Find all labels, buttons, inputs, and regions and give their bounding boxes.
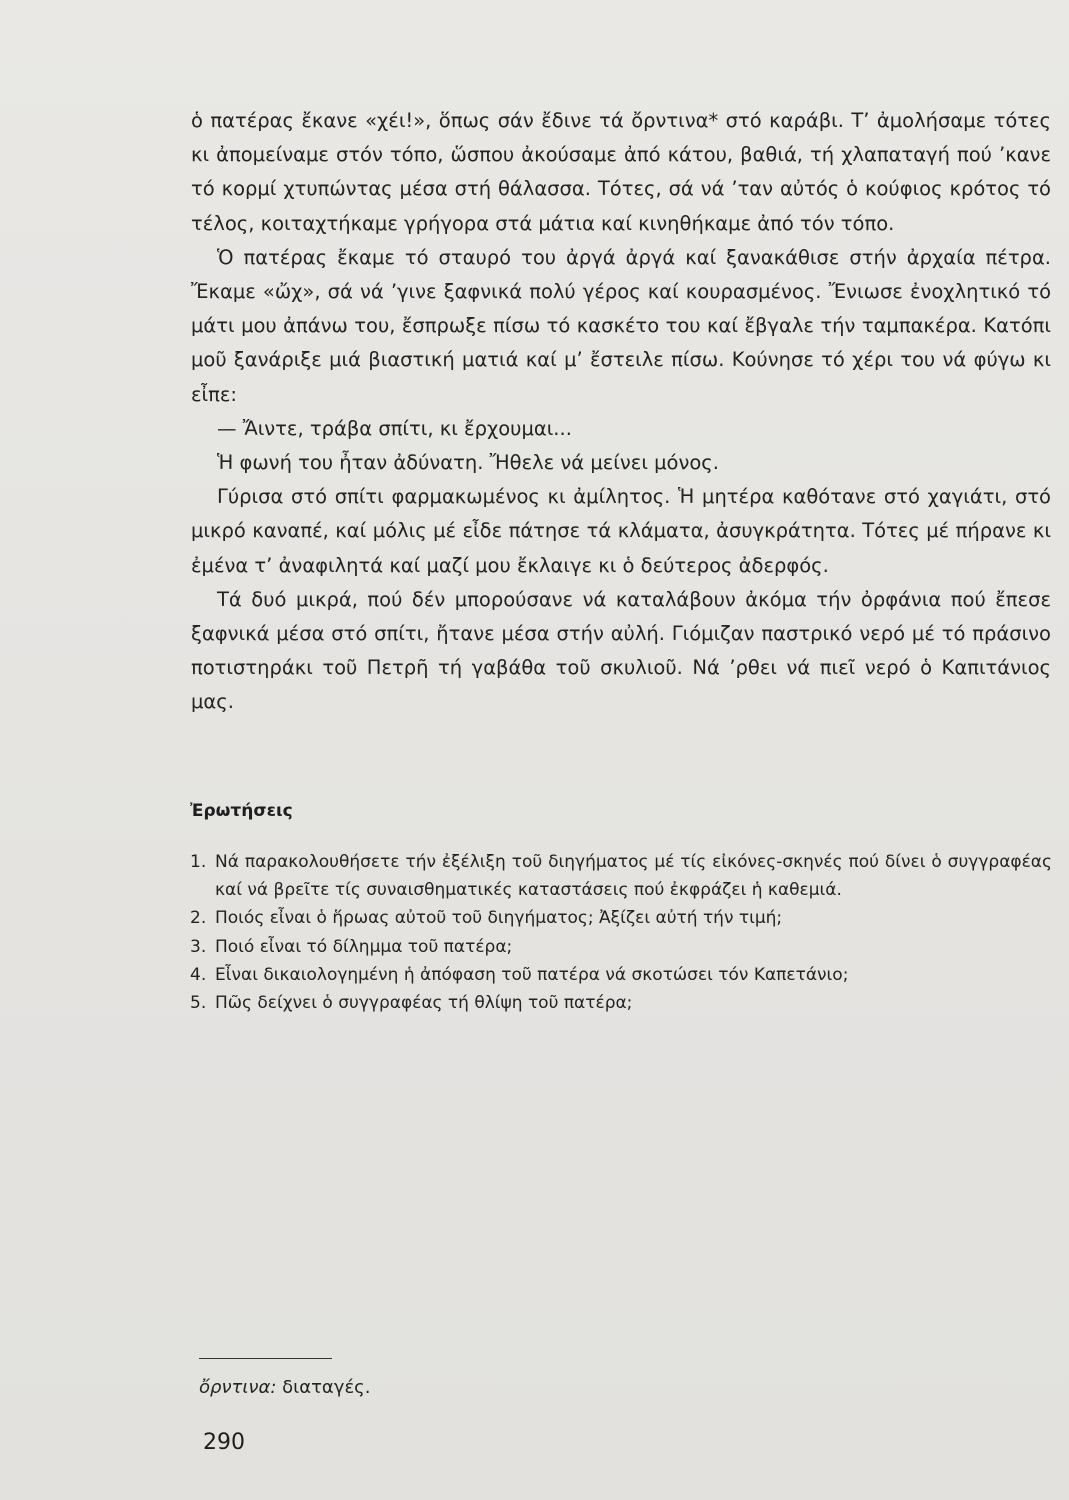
question-text: Ποιό εἶναι τό δίλημμα τοῦ πατέρα; [215,936,513,957]
question-item [190,904,1052,932]
question-item [190,848,1052,904]
questions-list [190,848,1052,1017]
question-number: 2. [190,908,207,929]
question-number: 1. [190,852,207,872]
question-text: Ποιός εἶναι ὁ ἥρωας αὐτοῦ τοῦ διηγήματος; Ἀξίζει αὐτή τήν τιμή; [215,908,783,929]
question-text: Εἶναι δικαιολογημένη ἡ ἀπόφαση τοῦ πατέρα νά σκοτώσει τόν Καπετάνιο; [215,964,849,985]
paragraph-6: Τά δυό μικρά, πού δέν μπορούσανε νά καταλάβουν ἀκόμα τήν ὀρφάνια πού ἔπεσε ξαφνικά μέσα στό σπίτι, ἤτανε μέσα στήν αὐλή. Γιόμιζαν παστρικό νερό μέ τό πράσινο ποτιστηράκι τοῦ Πετρῆ τή γαβάθα τοῦ σκυλιοῦ. Νά ’ρθει νά πιεῖ νερό ὁ Καπιτάνιος μας. [191,587,1051,714]
questions-heading: Ἐρωτήσεις [190,801,293,821]
question-item [190,933,1052,961]
paragraph-3-dialogue: — Ἄιντε, τράβα σπίτι, κι ἔρχουμαι... [217,416,572,440]
question-number: 5. [190,993,207,1014]
question-item [190,989,1052,1017]
question-text: Νά παρακολουθήσετε τήν ἐξέλιξη τοῦ διηγήματος μέ τίς εἰκόνες-σκηνές πού δίνει ὁ συγγραφέας καί νά βρεῖτε τίς συναισθηματικές καταστάσεις πού ἐκφράζει ἡ καθεμιά. [215,852,1052,901]
footnote-definition: διαταγές. [276,1377,371,1398]
question-number: 4. [190,964,207,985]
paragraph-5: Γύρισα στό σπίτι φαρμακωμένος κι ἀμίλητος. Ἡ μητέρα καθότανε στό χαγιάτι, στό μικρό καναπέ, καί μόλις μέ εἶδε πάτησε τά κλάματα, ἀσυγκράτητα. Τότες μέ πήρανε κι ἐμένα τ’ ἀναφιλητά καί μαζί μου ἔκλαιγε κι ὁ δεύτερος ἀδερφός. [191,485,1051,577]
page-number: 290 [203,1430,245,1455]
question-text: Πῶς δείχνει ὁ συγγραφέας τή θλίψη τοῦ πατέρα; [215,993,633,1014]
question-item [190,961,1052,989]
story-text [191,104,1051,720]
paragraph-4: Ἡ φωνή του ἦταν ἀδύνατη. Ἤθελε νά μείνει μόνος. [217,451,719,475]
paragraph-2: Ὁ πατέρας ἔκαμε τό σταυρό του ἀργά ἀργά καί ξανακάθισε στήν ἀρχαία πέτρα. Ἔκαμε «ὤχ», σά νά ’γινε ξαφνικά πολύ γέρος καί κουρασμένος. Ἔνιωσε ἐνοχλητικό τό μάτι μου ἀπάνω του, ἔσπρωξε πίσω τό κασκέτο του καί ἔβγαλε τήν ταμπακέρα. Κατόπι μοῦ ξανάριξε μιά βιαστική ματιά καί μ’ ἔστειλε πίσω. Κούνησε τό χέρι του νά φύγω κι εἶπε: [191,245,1051,406]
paragraph-1: ὁ πατέρας ἔκανε «χέι!», ὅπως σάν ἔδινε τά ὄρντινα* στό καράβι. Τ’ ἀμολήσαμε τότες κι ἀπομείναμε στόν τόπο, ὥσπου ἀκούσαμε ἀπό κάτου, βαθιά, τή χλαπαταγή πού ’κανε τό κορμί χτυπώντας μέσα στή θάλασσα. Τότες, σά νά ’ταν αὐτός ὁ κούφιος κρότος τό τέλος, κοιταχτήκαμε γρήγορα στά μάτια καί κινηθήκαμε ἀπό τόν τόπο. [191,109,1051,235]
footnote-divider [199,1358,332,1359]
footnote [199,1375,370,1401]
footnote-term: ὄρντινα: [199,1377,277,1398]
question-number: 3. [190,936,207,957]
